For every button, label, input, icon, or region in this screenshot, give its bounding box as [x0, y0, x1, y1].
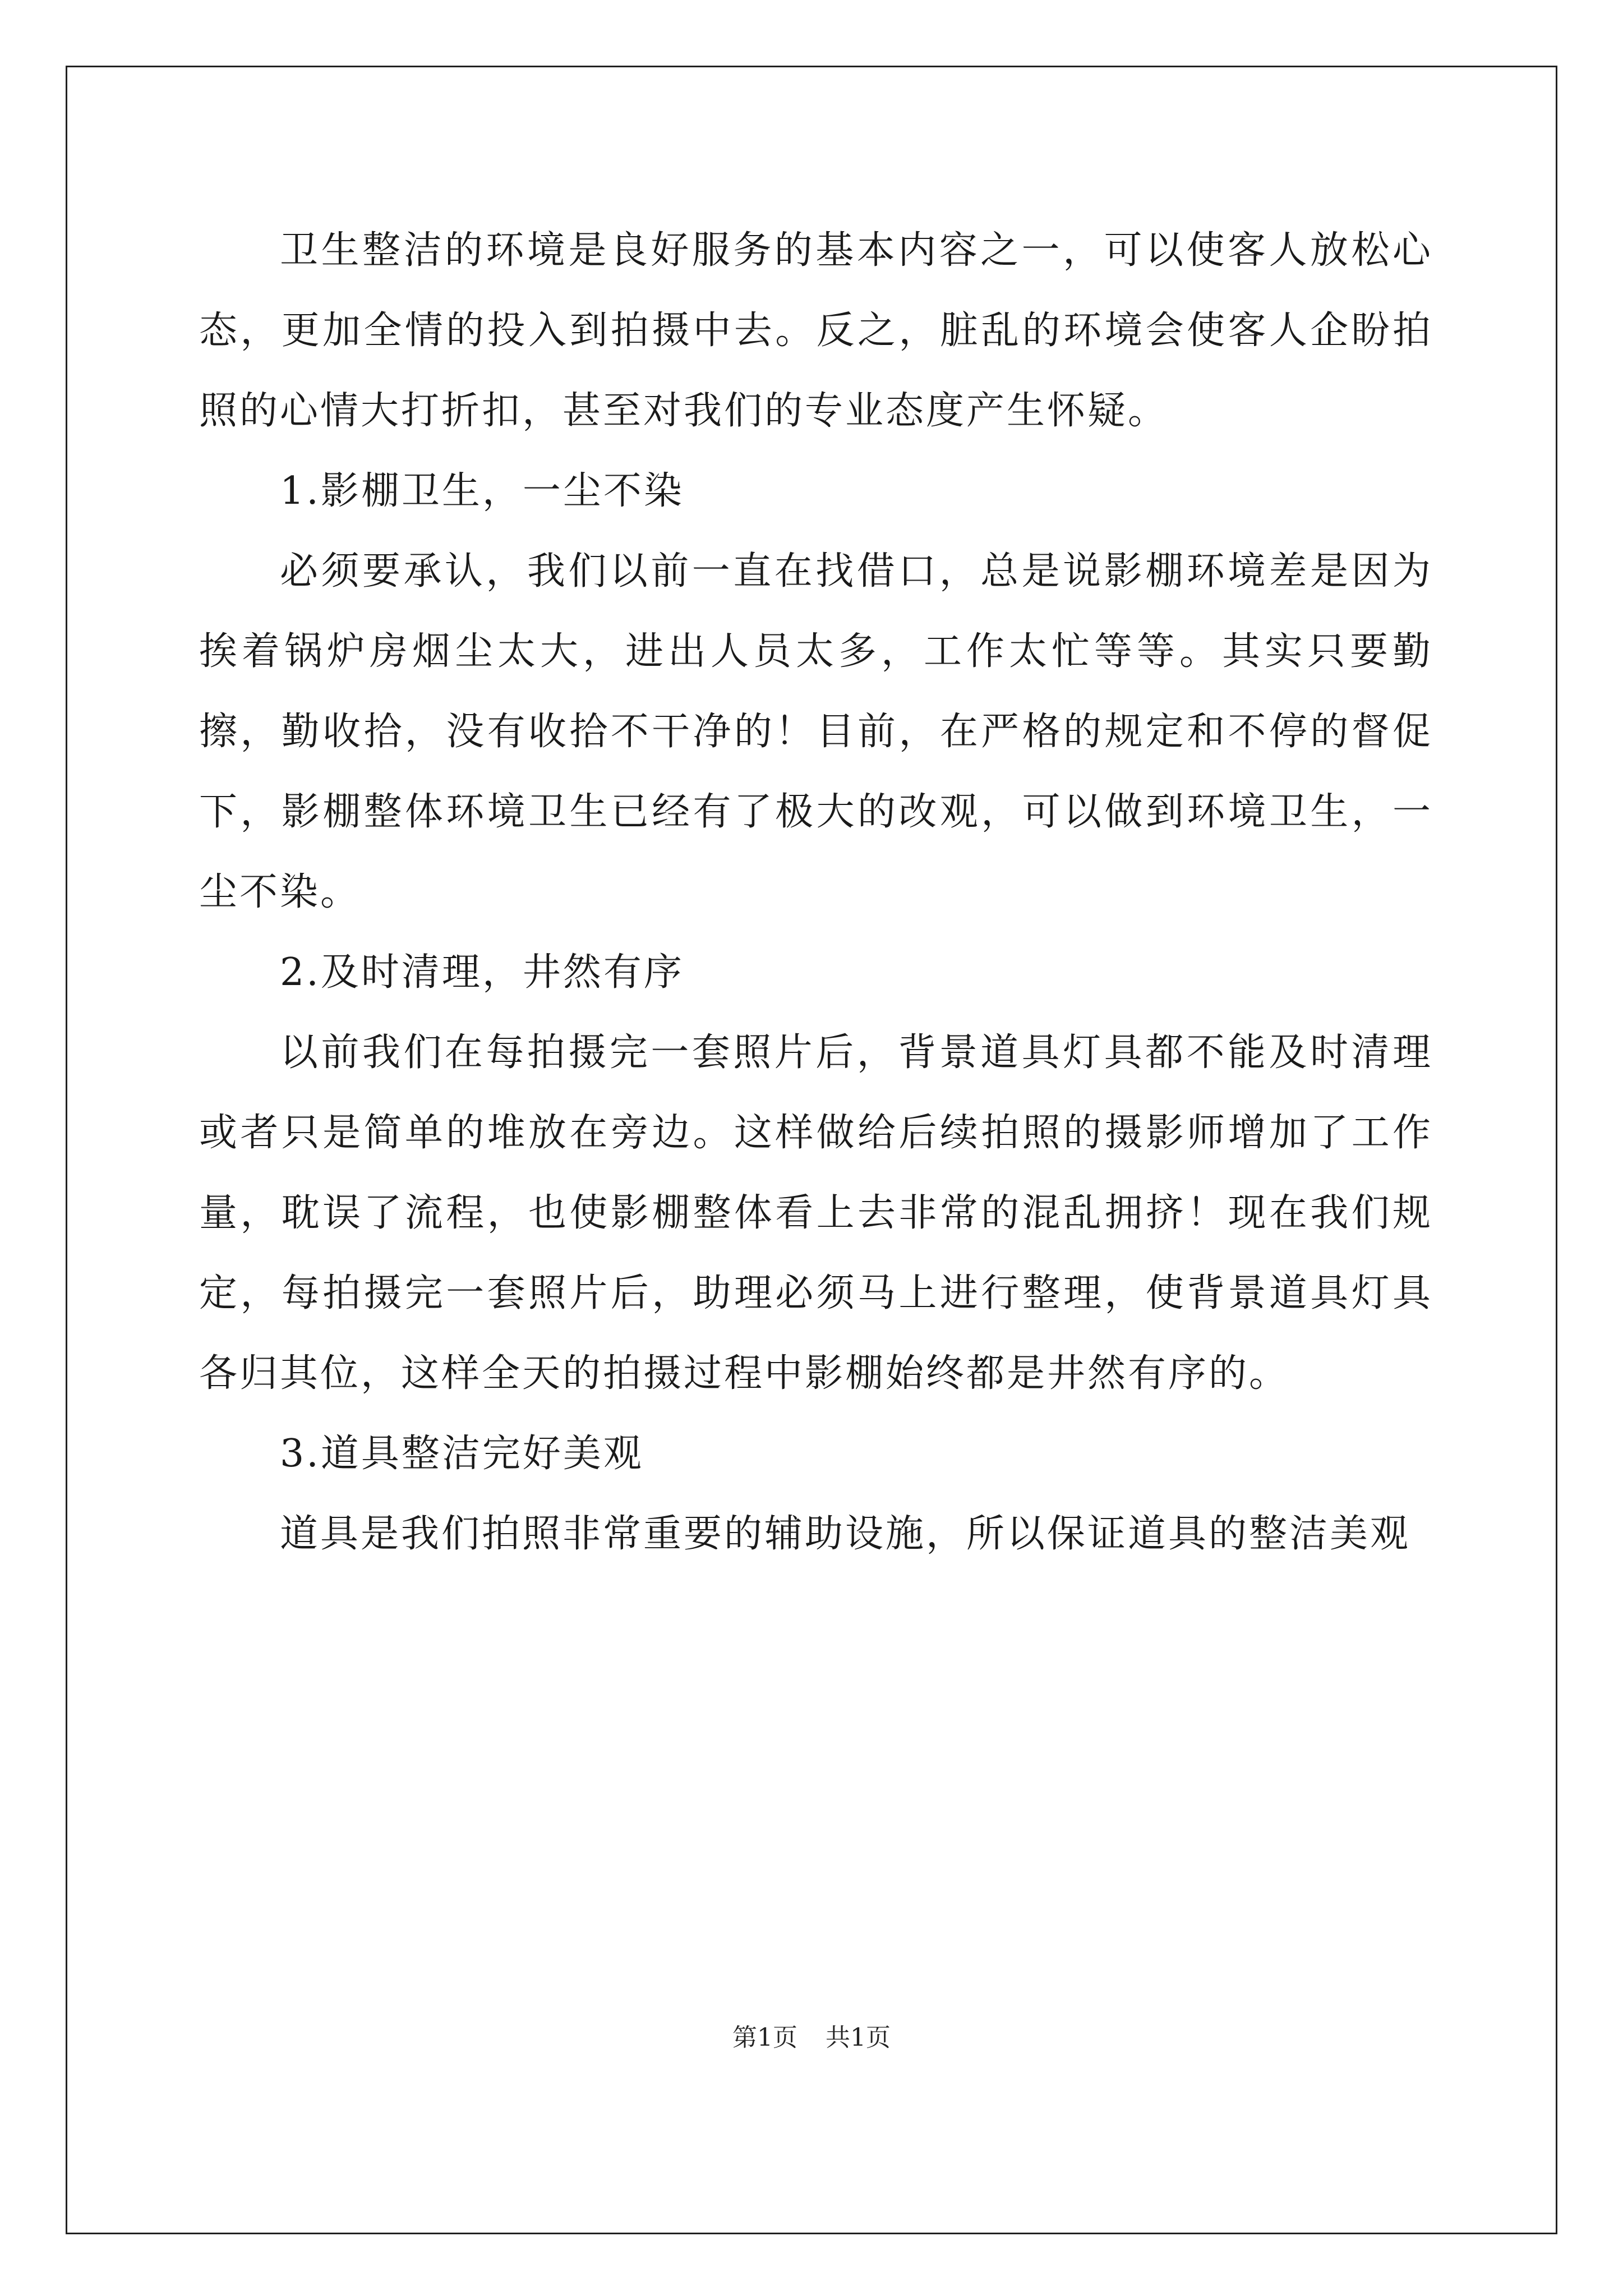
- paragraph-props-clean: 道具是我们拍照非常重要的辅助设施，所以保证道具的整洁美观: [280, 1512, 1411, 1556]
- page-number-total: 共1页: [826, 2023, 891, 2052]
- paragraph-timely-cleanup: 以前我们在每拍摄完一套照片后，背景道具灯具都不能及时清理或者只是简单的堆放在旁边。这样做给后续拍照的摄影师增加了工作量，耽误了流程，也使影棚整体看上去非常的混乱拥挤！现在我们规定，每拍摄完一套照片后，助理必须马上进行整理，使背景道具灯具各归其位，这样全天的拍摄过程中影棚始终都是井然有序的。: [199, 1030, 1433, 1396]
- heading-props-clean: 3.道具整洁完好美观: [280, 1432, 644, 1476]
- paragraph-studio-hygiene: 必须要承认，我们以前一直在找借口，总是说影棚环境差是因为挨着锅炉房烟尘太大，进出人员太多，工作太忙等等。其实只要勤擦，勤收拾，没有收拾不干净的！目前，在严格的规定和不停的督促下，影棚整体环境卫生已经有了极大的改观，可以做到环境卫生，一尘不染。: [199, 549, 1433, 914]
- paragraph-intro: 卫生整洁的环境是良好服务的基本内容之一，可以使客人放松心态，更加全情的投入到拍摄中去。反之，脏乱的环境会使客人企盼拍照的心情大打折扣，甚至对我们的专业态度产生怀疑。: [199, 228, 1433, 433]
- heading-studio-hygiene: 1.影棚卫生，一尘不染: [280, 469, 684, 513]
- page-number-current: 第1页: [732, 2023, 797, 2052]
- heading-timely-cleanup: 2.及时清理，井然有序: [280, 950, 684, 995]
- document-body: [199, 210, 1433, 1574]
- page-footer: [0, 2022, 1623, 2054]
